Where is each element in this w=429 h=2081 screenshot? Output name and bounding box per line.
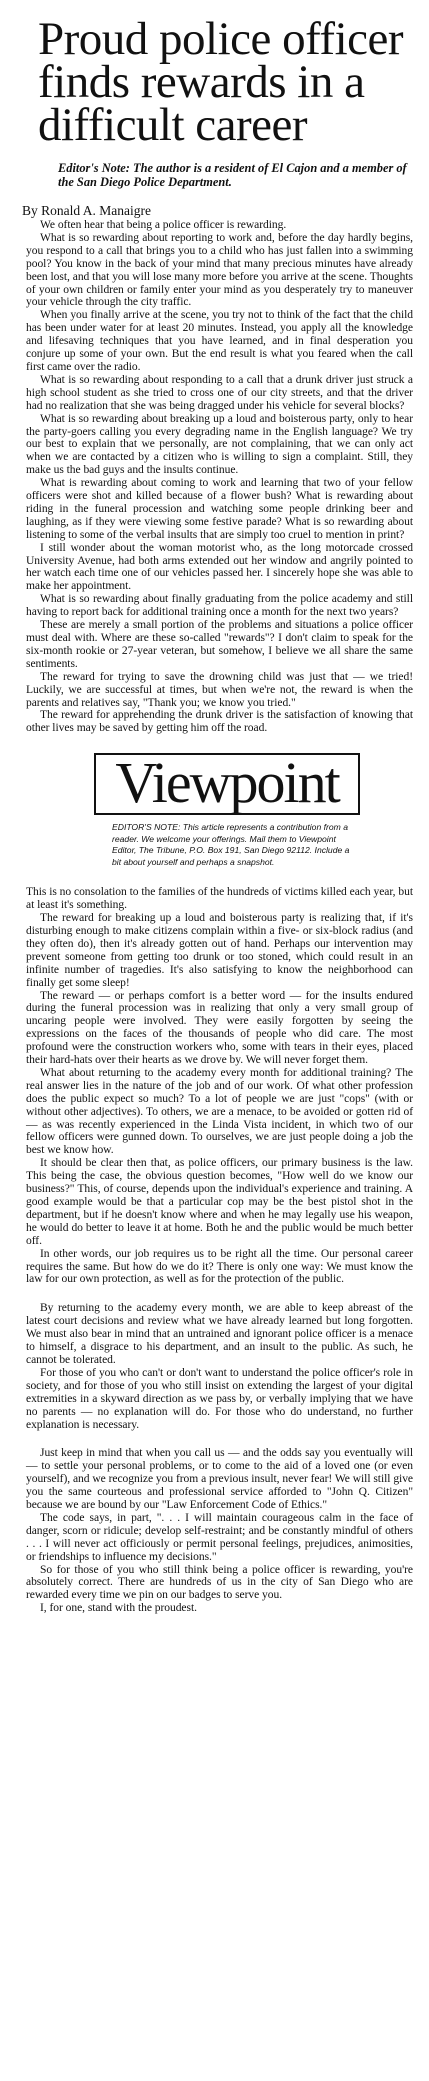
paragraph: I still wonder about the woman motorist who, as the long motorcade crossed University Avenue, had both arms extended out her window and angrily pointed to her watch each time one of our vehicles passed her. I sincerely hope she was able to make her appointment. xyxy=(26,541,413,593)
paragraph: We often hear that being a police officer is rewarding. xyxy=(40,219,287,231)
paragraph: The reward for breaking up a loud and boisterous party is realizing that, if it's disturbing enough to make citizens complain within a five- or six-block radius (and they often do), then it's already gotten out of hand. Perhaps our intervention may prevent someone from getting too drunk or too stoned, which could result in an infinite number of tragedies. It's also satisfying to know the neighborhood can finally get some sleep! xyxy=(26,912,413,989)
paragraph: The reward — or perhaps comfort is a better word — for the insults endured during the funeral procession was in realizing that only a very small group of uncaring people were involved. They were easily forgotten by seeing the expressions on the faces of the thousands of people who did care. The most profound were the construction workers who, some with tears in their eyes, placed their hard-hats over their hearts as we drove by. We will never forget them. xyxy=(26,989,413,1067)
byline: By Ronald A. Manaigre xyxy=(22,203,151,218)
paragraph: I, for one, stand with the proudest. xyxy=(40,1602,197,1615)
viewpoint-logo: Viewpoint xyxy=(94,753,360,815)
paragraph: Just keep in mind that when you call us — and the odds say you eventually will — to settle your personal problems, or to come to the aid of a loved one (or even yourself), and we recognize you from a previous insult, never fear! We will still give you the same courteous and professional service afforded to "John Q. Citizen" because we are bound by our "Law Enforcement Code of Ethics." xyxy=(26,1447,413,1512)
editors-note: Editor's Note: The author is a resident of El Cajon and a member of the San Diego Police Department. xyxy=(58,161,407,189)
paragraph: In other words, our job requires us to be right all the time. Our personal career requires the same. But how do we do it? There is only one way: We must know the law for our own protection, as well as for the protection of the public. xyxy=(26,1247,413,1286)
article-body-continued xyxy=(16,886,413,1615)
paragraph: For those of you who can't or don't want to understand the police officer's role in society, and for those of you who still insist on extending the largest of your digital extremities in a skyward direction as we pass by, or verbally implying that we have no parents — no explanation will do. For those who do understand, no further explanation is necessary. xyxy=(26,1366,413,1431)
paragraph: What is so rewarding about reporting to work and, before the day hardly begins, you respond to a call that brings you to a child who has just fallen into a swimming pool? You know in the back of your mind that many precious minutes have already been lost, and that you will lose many more before you arrive at the scene. Thoughts of your own children or family enter your mind as you desperately try to maneuver your vehicle through the city traffic. xyxy=(26,231,413,309)
paragraph: The reward for apprehending the drunk driver is the satisfaction of knowing that other lives may be saved by getting him off the road. xyxy=(26,709,413,735)
paragraph: This is no consolation to the families of the hundreds of victims killed each year, but at least it's something. xyxy=(26,886,413,912)
paragraph: What is so rewarding about breaking up a loud and boisterous party, only to hear the party-goers calling you every degrading name in the English language? We try our best to explain that we personally, are not complaining, that we can only act when we are contacted by a citizen who is willing to sign a complaint. Still, they make us the bad guys and the insults continue. xyxy=(26,412,413,477)
paragraph: What about returning to the academy every month for additional training? The real answer lies in the nature of the job and of our work. Of what other profession does the public expect so much? To a lot of people we are just "cops" (with or without other adjectives). To others, we are a menace, to be avoided or gotten rid of — as was recently experienced in the Linda Vista incident, in which two of our fellow officers were gunned down. To ourselves, we are just people doing a job the best we know how. xyxy=(26,1066,413,1157)
paragraph: When you finally arrive at the scene, you try not to think of the fact that the child has been under water for at least 20 minutes. Instead, you apply all the knowledge and lifesaving techniques that you have learned, and in final desperation you conjure up some of your own. But the end result is what you feared when the call first came over the radio. xyxy=(26,309,413,373)
paragraph: So for those of you who still think being a police officer is rewarding, you're absolutely correct. There are hundreds of us in the city of San Diego who are rewarded every time we pin on our badges to serve you. xyxy=(26,1563,413,1602)
paragraph: These are merely a small portion of the problems and situations a police officer must deal with. Where are these so-called "rewards"? I don't claim to speak for the six-month rookie or 27-year veteran, but somehow, I believe we all share the same sentiments. xyxy=(26,619,413,670)
paragraph: What is so rewarding about responding to a call that a drunk driver just struck a high school student as she tried to cross one of our city streets, and that the driver had no realization that she was being dragged under his vehicle for several blocks? xyxy=(26,373,413,412)
paragraph: The code says, in part, ". . . I will maintain courageous calm in the face of danger, scorn or ridicule; develop self-restraint; and be constantly mindful of others . . . I will never act officiously or permit personal feelings, prejudices, animosities, or friendships to influence my decisions." xyxy=(26,1511,413,1563)
paragraph: What is so rewarding about finally graduating from the police academy and still having to report back for additional training once a month for the next two years? xyxy=(26,593,413,619)
article-body xyxy=(16,219,413,735)
paragraph: What is rewarding about coming to work and learning that two of your fellow officers were shot and killed because of a flower bush? What is rewarding about riding in the funeral procession and watching some people drinking beer and laughing, as if they were viewing some festive parade? What is so rewarding about listening to some of the verbal insults that are simply too cruel to mention in print? xyxy=(26,477,413,541)
paragraph: The reward for trying to save the drowning child was just that — we tried! Luckily, we are successful at times, but when we're not, the reward is when the parents and relatives say, "Thank you; we know you tried." xyxy=(26,670,413,709)
viewpoint-editors-note: EDITOR'S NOTE: This article represents a contribution from a reader. We welcome your offerings. Mail them to Viewpoint Editor, The Tribune, P.O. Box 191, San Diego 92112. Include a bit about yourself and perhaps a snapshot. xyxy=(112,822,350,867)
paragraph: By returning to the academy every month, we are able to keep abreast of the latest court decisions and review what we have already learned but long forgotten. We must also bear in mind that an untrained and ignorant police officer is a menace to himself, a disgrace to his department, and an insult to the public. As such, he cannot be tolerated. xyxy=(26,1302,413,1366)
paragraph: It should be clear then that, as police officers, our primary business is the law. This being the case, the obvious question becomes, "How well do we know our business?" This, of course, depends upon the individual's experience and training. A good example would be that a particular cop may be the best pistol shot in the department, but if he doesn't know where and when he may legally use his weapon, he would do better to leave it at home. Both he and the public would be much better off. xyxy=(26,1157,413,1247)
viewpoint-box xyxy=(94,750,360,868)
headline: Proud police officer finds rewards in a difficult career xyxy=(38,13,404,151)
